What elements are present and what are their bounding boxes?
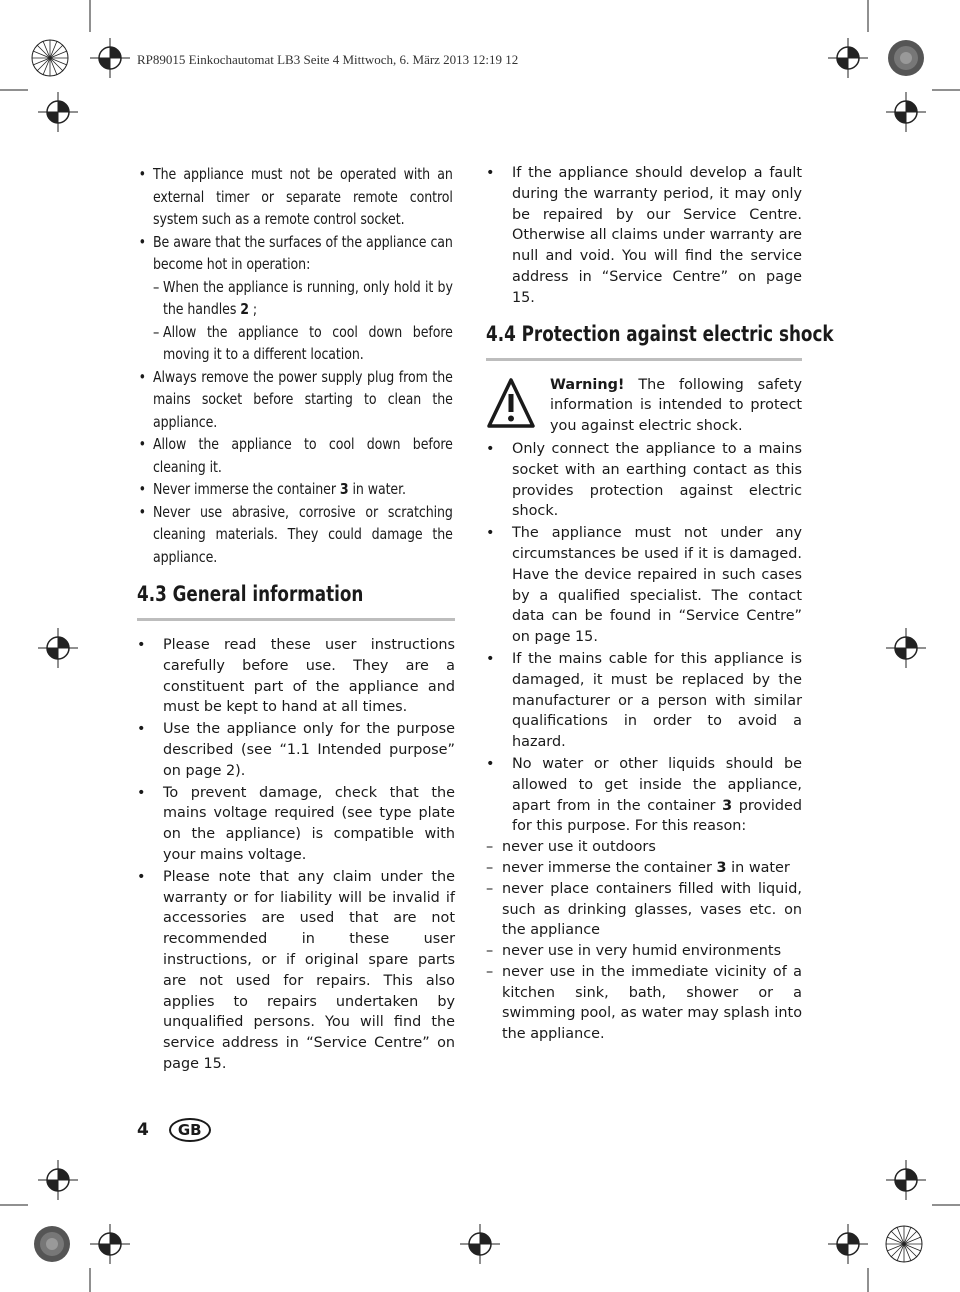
warning-label: Warning! (550, 376, 625, 393)
sub-list (153, 276, 453, 366)
warning-triangle-icon (486, 377, 536, 429)
warning-block (486, 375, 802, 437)
list-item (486, 754, 802, 1045)
dash-item-text: never use in the immediate vicinity of a kitchen sink, bath, shower or a swimming pool, as water may splash into the appliance. (502, 963, 802, 1043)
list-item: • The appliance must not under any circumstances be used if it is damaged. Have the device repaired in such cases by a qualified specialist. The contact data can be found in “Service Centre” on page 15. (486, 523, 802, 648)
warning-text (550, 375, 802, 437)
list-item: • Please note that any claim under the warranty or for liability will be invalid if accessories are used that are not recommended in these user instructions, or if original spare parts are not used for repairs. This also applies to repairs undertaken by unqualified persons. You will find the service address in “Service Centre” on page 15. (137, 867, 455, 1075)
dash-item-text: never use in very humid environments (502, 943, 782, 960)
list-item: • Use the appliance only for the purpose described (see “1.1 Intended purpose” on page 2). (137, 719, 455, 781)
dash-list-item (486, 837, 802, 858)
warning-message: The following safety information is intended to protect you against electric shock. (550, 376, 802, 435)
dash-list-item (486, 858, 802, 879)
right-column (486, 163, 834, 1046)
dash-item-text: never immerse the container (502, 859, 717, 876)
list-item: • Allow the appliance to cool down before cleaning it. (137, 433, 453, 478)
list-item (137, 478, 453, 501)
electric-shock-section (486, 375, 802, 1046)
dash-list (486, 837, 802, 1045)
list-item: • Always remove the power supply plug from the mains socket before starting to clean the appliance. (137, 366, 453, 434)
sub-list-item (153, 276, 453, 321)
section-heading-general-information: 4.3 General information (137, 582, 364, 606)
warranty-note (486, 163, 802, 309)
dash-item-text: never place containers filled with liquid, such as drinking glasses, vases etc. on the appliance (502, 880, 802, 939)
dash-list-item (486, 962, 802, 1045)
list-item-text: Never immerse the container (152, 480, 340, 498)
list-item-text: Be aware that the surfaces of the appliance can become hot in operation: (152, 232, 453, 273)
page-number: 4 (137, 1120, 149, 1140)
list-item: • To prevent damage, check that the mains voltage required (see type plate on the appliance) is compatible with your mains voltage. (137, 783, 455, 866)
part-number: 3 (716, 859, 727, 876)
language-badge: GB (169, 1118, 211, 1142)
print-header: RP89015 Einkochautomat LB3 Seite 4 Mittwoch, 6. März 2013 12:19 12 (137, 52, 519, 67)
dash-list-item (486, 879, 802, 941)
list-item-text-end: provided for this purpose. For this reason: (512, 797, 802, 835)
safety-instructions-continued (137, 163, 453, 568)
dash-list-item (486, 941, 802, 962)
left-column (137, 163, 455, 1076)
list-item (137, 231, 453, 366)
part-number: 2 (240, 300, 249, 318)
section-heading-electric-shock: 4.4 Protection against electric shock (486, 321, 834, 346)
list-item: • Never use abrasive, corrosive or scratching cleaning materials. They could damage the appliance. (137, 501, 453, 569)
list-item: • Please read these user instructions carefully before use. They are a constituent part of the appliance and must be kept to hand at all times. (137, 635, 455, 718)
list-item-text: No water or other liquids should be allowed to get inside the appliance, apart from in the container (512, 755, 802, 814)
list-item: • If the mains cable for this appliance is damaged, it must be replaced by the manufacturer or a person with similar qualifications in order to avoid a hazard. (486, 649, 802, 753)
list-item: • Only connect the appliance to a mains socket with an earthing contact as this provides protection against electric shock. (486, 439, 802, 522)
sub-list-item (153, 321, 453, 366)
dash-item-text-end: in water (726, 859, 790, 876)
page-footer (137, 1118, 211, 1142)
part-number: 3 (339, 480, 349, 498)
sub-item-text: When the appliance is running, only hold it by the handles (163, 277, 453, 318)
list-item-text-end: in water. (348, 480, 406, 498)
sub-item-text-end: ; (248, 300, 258, 318)
sub-item-text: Allow the appliance to cool down before moving it to a different location. (163, 322, 453, 363)
list-item: • If the appliance should develop a fault during the warranty period, it may only be repaired by our Service Centre. Otherwise all claims under warranty are null and void. You will find the service address in “Service Centre” on page 15. (486, 163, 802, 309)
part-number: 3 (722, 797, 733, 814)
general-information-list (137, 635, 455, 1075)
dash-item-text: never use it outdoors (502, 839, 656, 856)
list-item: • The appliance must not be operated with an external timer or separate remote control system such as a remote control socket. (137, 163, 453, 231)
